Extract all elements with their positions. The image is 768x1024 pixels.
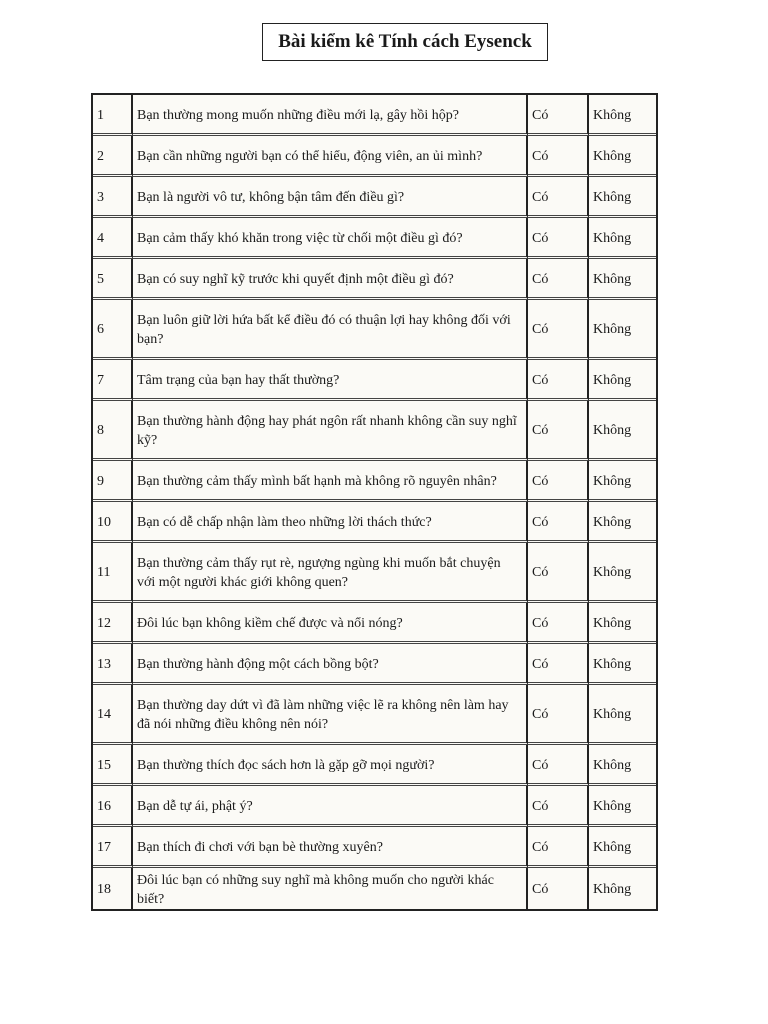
question-row <box>93 868 656 909</box>
answer-no: Không <box>593 107 632 123</box>
question-number: 18 <box>97 882 111 897</box>
question-text-cell <box>133 401 528 461</box>
question-text-cell <box>133 95 528 136</box>
answer-no-cell <box>589 177 656 218</box>
answer-no-cell <box>589 603 656 644</box>
answer-no: Không <box>593 839 632 855</box>
question-text: Bạn thường thích đọc sách hơn là gặp gỡ mọi người? <box>137 757 435 773</box>
answer-no-cell <box>589 95 656 136</box>
question-text-cell <box>133 745 528 786</box>
question-text-cell <box>133 868 528 909</box>
answer-no-cell <box>589 543 656 603</box>
question-number-cell <box>93 644 133 685</box>
answer-yes: Có <box>532 230 549 246</box>
question-text-cell <box>133 685 528 745</box>
question-text-cell <box>133 786 528 827</box>
question-row <box>93 786 656 827</box>
question-row <box>93 685 656 745</box>
question-number-cell <box>93 401 133 461</box>
question-text: Bạn là người vô tư, không bận tâm đến điều gì? <box>137 189 405 205</box>
question-text: Đôi lúc bạn có những suy nghĩ mà không muốn cho người khác biết? <box>137 872 494 907</box>
answer-no-cell <box>589 259 656 300</box>
answer-no: Không <box>593 514 632 530</box>
question-number-cell <box>93 745 133 786</box>
answer-no-cell <box>589 401 656 461</box>
document-title: Bài kiểm kê Tính cách Eysenck <box>262 23 548 61</box>
answer-yes: Có <box>532 757 549 773</box>
answer-no: Không <box>593 271 632 287</box>
answer-no: Không <box>593 230 632 246</box>
answer-yes: Có <box>532 148 549 164</box>
question-number: 5 <box>97 271 104 287</box>
questionnaire-body <box>93 95 656 909</box>
question-number: 3 <box>97 189 104 205</box>
question-text: Bạn thường day dứt vì đã làm những việc lẽ ra không nên làm hay đã nói những điều không nên nói? <box>137 697 509 732</box>
question-row <box>93 218 656 259</box>
answer-yes-cell <box>528 360 589 401</box>
answer-yes-cell <box>528 401 589 461</box>
question-row <box>93 259 656 300</box>
answer-yes: Có <box>532 839 549 855</box>
question-number-cell <box>93 786 133 827</box>
question-number: 2 <box>97 148 104 164</box>
question-text: Bạn thường mong muốn những điều mới lạ, gây hồi hộp? <box>137 107 460 123</box>
question-number: 13 <box>97 656 111 672</box>
answer-no-cell <box>589 868 656 909</box>
question-number-cell <box>93 259 133 300</box>
question-row <box>93 136 656 177</box>
question-number: 15 <box>97 757 111 773</box>
question-text-cell <box>133 136 528 177</box>
answer-yes: Có <box>532 372 549 388</box>
answer-yes: Có <box>532 798 549 814</box>
answer-no-cell <box>589 502 656 543</box>
answer-yes-cell <box>528 745 589 786</box>
answer-no-cell <box>589 461 656 502</box>
question-text-cell <box>133 827 528 868</box>
question-number-cell <box>93 95 133 136</box>
answer-no: Không <box>593 882 632 897</box>
question-text: Bạn cảm thấy khó khăn trong việc từ chối một điều gì đó? <box>137 230 463 246</box>
answer-no-cell <box>589 360 656 401</box>
question-row <box>93 401 656 461</box>
question-text-cell <box>133 259 528 300</box>
question-row <box>93 543 656 603</box>
question-text: Bạn cần những người bạn có thể hiểu, động viên, an ủi mình? <box>137 148 483 164</box>
question-text-cell <box>133 502 528 543</box>
question-number: 11 <box>97 565 111 580</box>
answer-yes: Có <box>532 615 549 631</box>
answer-yes: Có <box>532 656 549 672</box>
question-number-cell <box>93 603 133 644</box>
question-number-cell <box>93 502 133 543</box>
question-number-cell <box>93 868 133 909</box>
answer-yes-cell <box>528 543 589 603</box>
answer-no-cell <box>589 786 656 827</box>
question-text: Tâm trạng của bạn hay thất thường? <box>137 372 340 388</box>
question-number: 7 <box>97 372 104 388</box>
question-text-cell <box>133 543 528 603</box>
answer-no: Không <box>593 189 632 205</box>
question-number-cell <box>93 218 133 259</box>
question-text: Bạn thường cảm thấy mình bất hạnh mà không rõ nguyên nhân? <box>137 473 497 489</box>
question-number-cell <box>93 300 133 360</box>
question-text: Bạn thường hành động một cách bồng bột? <box>137 656 379 672</box>
answer-no-cell <box>589 136 656 177</box>
question-number: 6 <box>97 322 104 337</box>
question-text-cell <box>133 461 528 502</box>
answer-yes: Có <box>532 707 549 722</box>
answer-yes: Có <box>532 189 549 205</box>
question-number-cell <box>93 543 133 603</box>
question-number-cell <box>93 136 133 177</box>
question-number: 4 <box>97 230 104 246</box>
question-row <box>93 95 656 136</box>
question-text: Bạn thường hành động hay phát ngôn rất nhanh không cần suy nghĩ kỹ? <box>137 413 517 448</box>
question-number: 10 <box>97 514 111 530</box>
answer-no: Không <box>593 322 632 337</box>
question-text: Bạn có dễ chấp nhận làm theo những lời thách thức? <box>137 514 432 530</box>
answer-yes-cell <box>528 300 589 360</box>
question-row <box>93 644 656 685</box>
question-number-cell <box>93 685 133 745</box>
question-number: 16 <box>97 798 111 814</box>
answer-no: Không <box>593 707 632 722</box>
question-number: 8 <box>97 423 104 438</box>
question-text-cell <box>133 603 528 644</box>
answer-yes-cell <box>528 603 589 644</box>
answer-yes-cell <box>528 685 589 745</box>
question-text: Đôi lúc bạn không kiềm chế được và nổi nóng? <box>137 615 403 631</box>
question-number-cell <box>93 461 133 502</box>
question-number: 9 <box>97 473 104 489</box>
answer-no-cell <box>589 644 656 685</box>
question-number: 17 <box>97 839 111 855</box>
answer-yes-cell <box>528 177 589 218</box>
question-row <box>93 827 656 868</box>
question-number: 14 <box>97 707 111 722</box>
question-text: Bạn dễ tự ái, phật ý? <box>137 798 253 814</box>
question-text: Bạn thích đi chơi với bạn bè thường xuyên? <box>137 839 383 855</box>
question-text: Bạn thường cảm thấy rụt rè, ngượng ngùng khi muốn bắt chuyện với một người khác giới không quen? <box>137 555 501 590</box>
answer-yes: Có <box>532 107 549 123</box>
answer-yes-cell <box>528 644 589 685</box>
question-text-cell <box>133 218 528 259</box>
question-row <box>93 502 656 543</box>
answer-no: Không <box>593 148 632 164</box>
question-row <box>93 603 656 644</box>
answer-no: Không <box>593 423 632 438</box>
answer-yes-cell <box>528 136 589 177</box>
question-row <box>93 360 656 401</box>
question-text: Bạn luôn giữ lời hứa bất kể điều đó có thuận lợi hay không đối với bạn? <box>137 312 511 347</box>
questionnaire-table <box>91 93 658 911</box>
question-row <box>93 177 656 218</box>
answer-yes-cell <box>528 95 589 136</box>
answer-yes: Có <box>532 473 549 489</box>
question-row <box>93 745 656 786</box>
answer-yes-cell <box>528 259 589 300</box>
answer-yes-cell <box>528 827 589 868</box>
answer-yes: Có <box>532 423 549 438</box>
answer-no: Không <box>593 615 632 631</box>
question-row <box>93 461 656 502</box>
question-number: 12 <box>97 615 111 631</box>
answer-no: Không <box>593 372 632 388</box>
answer-no: Không <box>593 757 632 773</box>
answer-yes-cell <box>528 218 589 259</box>
answer-yes-cell <box>528 868 589 909</box>
answer-yes-cell <box>528 461 589 502</box>
question-number-cell <box>93 360 133 401</box>
answer-yes: Có <box>532 565 549 580</box>
question-number: 1 <box>97 107 104 123</box>
answer-no: Không <box>593 656 632 672</box>
question-text-cell <box>133 300 528 360</box>
question-text: Bạn có suy nghĩ kỹ trước khi quyết định một điều gì đó? <box>137 271 454 287</box>
answer-yes-cell <box>528 502 589 543</box>
question-text-cell <box>133 644 528 685</box>
answer-no: Không <box>593 565 632 580</box>
answer-yes-cell <box>528 786 589 827</box>
question-text-cell <box>133 360 528 401</box>
answer-no-cell <box>589 685 656 745</box>
question-number-cell <box>93 827 133 868</box>
answer-no: Không <box>593 798 632 814</box>
answer-yes: Có <box>532 514 549 530</box>
question-text-cell <box>133 177 528 218</box>
answer-yes: Có <box>532 271 549 287</box>
question-number-cell <box>93 177 133 218</box>
answer-yes: Có <box>532 882 549 897</box>
answer-no-cell <box>589 745 656 786</box>
answer-yes: Có <box>532 322 549 337</box>
answer-no-cell <box>589 218 656 259</box>
answer-no-cell <box>589 827 656 868</box>
answer-no: Không <box>593 473 632 489</box>
question-row <box>93 300 656 360</box>
answer-no-cell <box>589 300 656 360</box>
